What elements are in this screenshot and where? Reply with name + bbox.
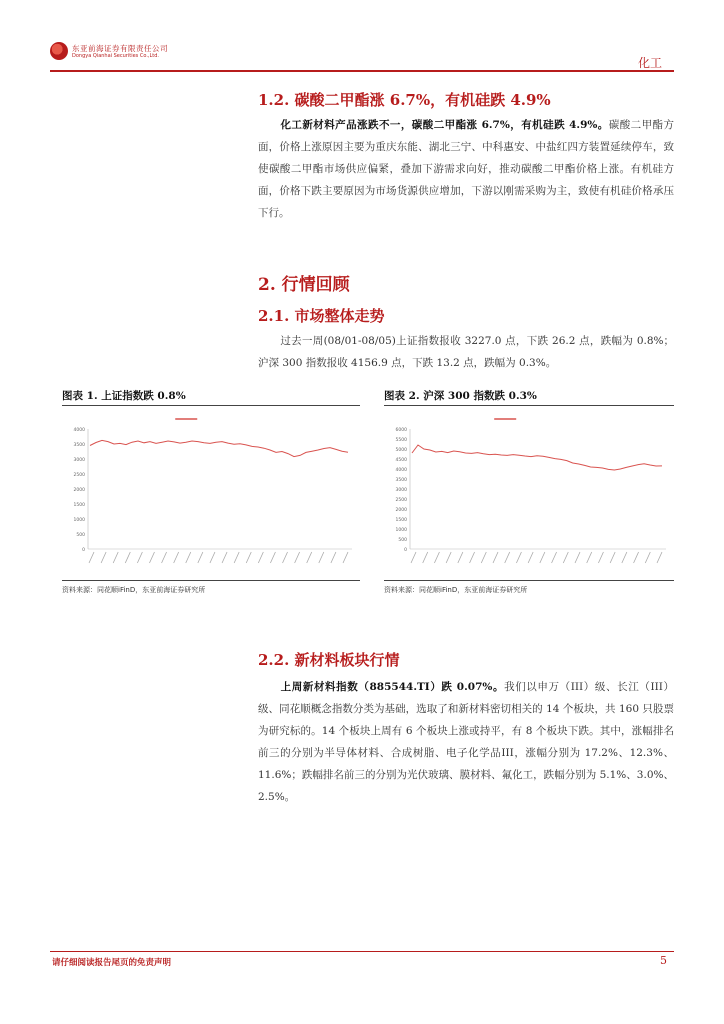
x-tick-mark: [645, 552, 650, 563]
x-tick-mark: [470, 552, 475, 563]
y-tick-label: 1500: [73, 503, 85, 508]
figure-1-chart: [62, 407, 360, 579]
x-tick-mark: [331, 552, 336, 563]
x-tick-mark: [210, 552, 215, 563]
section-2-2-body: 我们以申万（III）级、长江（III）级、同花顺概念指数分类为基础，选取了和新材料密切相关的 14 个板块，共 160 只股票为研究标的。14 个板块上周有 6 个板块上涨或持平，有 8 个板块下跌。其中，涨幅排名前三的分别为半导体材料、合成树脂、电子化学品III，涨幅分别为 17.2%、12.3%、11.6%；跌幅排名前三的分别为光伏玻璃、膜材料、氟化工，跌幅分别为 5.1%、3.0%、2.5%。: [258, 681, 675, 803]
y-tick-label: 3500: [73, 443, 85, 448]
y-tick-label: 2000: [73, 488, 85, 493]
x-tick-mark: [186, 552, 191, 563]
x-tick-mark: [528, 552, 533, 563]
section-2-1-paragraph: [258, 330, 674, 374]
y-tick-label: 500: [76, 533, 85, 538]
x-tick-mark: [552, 552, 557, 563]
y-tick-label: 3000: [73, 458, 85, 463]
x-tick-mark: [598, 552, 603, 563]
x-tick-mark: [149, 552, 154, 563]
section-1-2-lead: 化工新材料产品涨跌不一，碳酸二甲酯涨 6.7%，有机硅跌 4.9%。: [280, 119, 609, 131]
x-tick-mark: [234, 552, 239, 563]
figure-2-title: 图表 2. 沪深 300 指数跌 0.3%: [384, 390, 537, 402]
y-tick-label: 4000: [73, 428, 85, 433]
x-tick-mark: [283, 552, 288, 563]
footer-divider: [50, 951, 674, 952]
x-tick-mark: [198, 552, 203, 563]
series-line-0: [412, 445, 662, 470]
x-tick-mark: [423, 552, 428, 563]
x-tick-mark: [411, 552, 416, 563]
y-tick-label: 2500: [395, 498, 407, 503]
x-tick-mark: [481, 552, 486, 563]
x-tick-mark: [587, 552, 592, 563]
x-tick-mark: [125, 552, 130, 563]
x-tick-mark: [434, 552, 439, 563]
x-tick-mark: [458, 552, 463, 563]
y-tick-label: 0: [404, 548, 407, 553]
company-name-en: Dongya Qianhai Securities Co.,Ltd.: [72, 53, 160, 59]
y-tick-label: 1000: [73, 518, 85, 523]
header-divider: [50, 70, 674, 72]
section-1-2-paragraph: [258, 114, 674, 224]
x-tick-mark: [319, 552, 324, 563]
x-tick-mark: [246, 552, 251, 563]
section-2-1-body: 过去一周(08/01-08/05)上证指数报收 3227.0 点，下跌 26.2 点，跌幅为 0.8%；沪深 300 指数报收 4156.9 点，下跌 13.2 点，跌幅为 0.3%。: [258, 335, 674, 369]
company-logo: [50, 42, 170, 68]
y-tick-label: 5500: [395, 438, 407, 443]
x-tick-mark: [295, 552, 300, 563]
y-tick-label: 5000: [395, 448, 407, 453]
y-tick-label: 6000: [395, 428, 407, 433]
x-tick-mark: [113, 552, 118, 563]
disclaimer-note: 请仔细阅读报告尾页的免责声明: [52, 958, 172, 968]
y-tick-label: 500: [398, 538, 407, 543]
x-tick-mark: [89, 552, 94, 563]
x-tick-mark: [222, 552, 227, 563]
figure-1-top-rule: [62, 405, 360, 406]
x-tick-mark: [258, 552, 263, 563]
section-2-heading: 2. 行情回顾: [258, 275, 350, 295]
page-number: 5: [660, 954, 667, 967]
section-1-2-body: 碳酸二甲酯方面，价格上涨原因主要为重庆东能、湖北三宁、中科惠安、中盐红四方装置延续停车，致使碳酸二甲酯市场供应偏紧，叠加下游需求向好，推动碳酸二甲酯价格上涨。有机硅方面，价格下跌主要原因为市场货源供应增加，下游以刚需采购为主，致使有机硅价格承压下行。: [258, 119, 674, 219]
x-tick-mark: [575, 552, 580, 563]
y-tick-label: 3000: [395, 488, 407, 493]
x-tick-mark: [307, 552, 312, 563]
x-tick-mark: [162, 552, 167, 563]
figure-2-chart: [384, 407, 674, 579]
y-tick-label: 3500: [395, 478, 407, 483]
figure-2-bottom-rule: [384, 580, 674, 581]
figure-1-bottom-rule: [62, 580, 360, 581]
x-tick-mark: [343, 552, 348, 563]
y-tick-label: 1500: [395, 518, 407, 523]
y-tick-label: 2000: [395, 508, 407, 513]
x-tick-mark: [174, 552, 179, 563]
x-tick-mark: [563, 552, 568, 563]
y-tick-label: 4000: [395, 468, 407, 473]
figure-1-title: 图表 1. 上证指数跌 0.8%: [62, 390, 186, 402]
section-1-2-heading: 1.2. 碳酸二甲酯涨 6.7%，有机硅跌 4.9%: [258, 91, 551, 109]
section-2-1-heading: 2.1. 市场整体走势: [258, 307, 385, 325]
x-tick-mark: [634, 552, 639, 563]
x-tick-mark: [446, 552, 451, 563]
x-tick-mark: [540, 552, 545, 563]
section-2-2-heading: 2.2. 新材料板块行情: [258, 651, 400, 669]
x-tick-mark: [493, 552, 498, 563]
figure-2-top-rule: [384, 405, 674, 406]
section-2-2-paragraph: [258, 676, 674, 808]
series-line-0: [90, 440, 348, 456]
y-tick-label: 2500: [73, 473, 85, 478]
x-tick-mark: [516, 552, 521, 563]
x-tick-mark: [101, 552, 106, 563]
x-tick-mark: [505, 552, 510, 563]
y-tick-label: 1000: [395, 528, 407, 533]
y-tick-label: 0: [82, 548, 85, 553]
figure-1-source: 资料来源：同花顺iFinD，东亚前海证券研究所: [62, 586, 206, 594]
x-tick-mark: [657, 552, 662, 563]
x-tick-mark: [610, 552, 615, 563]
logo-mark-icon: [50, 42, 68, 60]
x-tick-mark: [270, 552, 275, 563]
y-tick-label: 4500: [395, 458, 407, 463]
section-2-2-lead: 上周新材料指数（885544.TI）跌 0.07%。: [280, 681, 505, 693]
x-tick-mark: [622, 552, 627, 563]
company-name-cn: 东亚前海证券有限责任公司: [72, 44, 168, 53]
x-tick-mark: [137, 552, 142, 563]
figure-2-source: 资料来源：同花顺iFinD，东亚前海证券研究所: [384, 586, 528, 594]
industry-tag: 化工: [637, 56, 662, 70]
